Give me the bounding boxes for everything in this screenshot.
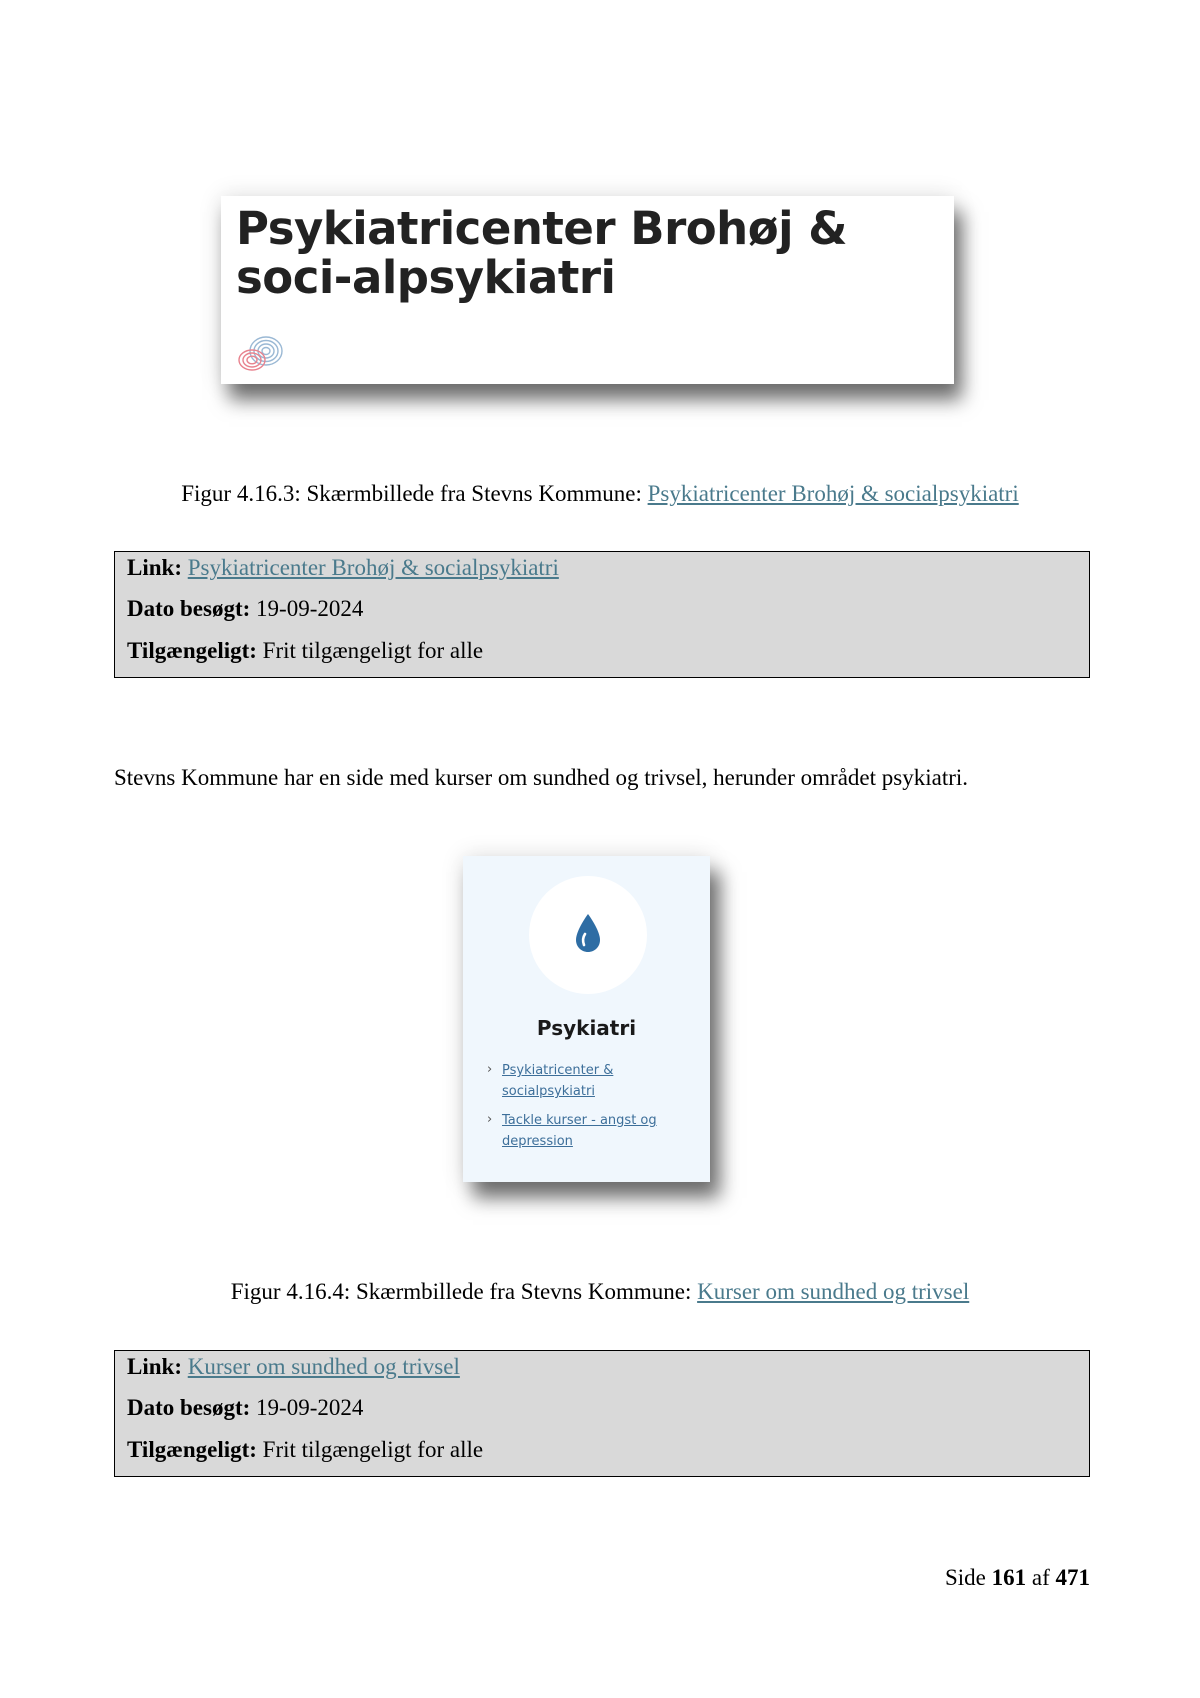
info2-date-value: 19-09-2024 [256, 1395, 364, 1420]
figure1-heading: Psykiatricenter Brohøj & soci-alpsykiatri [236, 202, 847, 304]
body-paragraph: Stevns Kommune har en side med kurser om sundhed og trivsel, herunder området psykiatri. [114, 765, 969, 790]
info-box-1 [114, 551, 1090, 678]
chevron-right-icon: › [487, 1062, 493, 1077]
swirl-logo-icon [235, 330, 287, 374]
card-link-item [487, 1110, 687, 1152]
footer-side-label: Side [944, 1565, 986, 1590]
figure-4-16-4-screenshot [463, 856, 710, 1182]
info2-link[interactable]: Kurser om sundhed og trivsel [187, 1354, 460, 1379]
info1-date-value: 19-09-2024 [256, 596, 364, 621]
icon-circle [529, 876, 647, 994]
info2-link-row [127, 1353, 460, 1381]
info2-access-label: Tilgængeligt: [127, 1437, 257, 1462]
figure-4-16-3-screenshot [221, 196, 954, 384]
info1-access-row [127, 637, 483, 665]
card-title: Psykiatri [536, 1016, 637, 1040]
info2-date-label: Dato besøgt: [127, 1395, 251, 1420]
caption2-link[interactable]: Kurser om sundhed og trivsel [697, 1279, 970, 1304]
chevron-right-icon: › [487, 1112, 493, 1127]
info2-access-row [127, 1436, 483, 1464]
footer-of-label: af [1031, 1565, 1050, 1590]
footer-total: 471 [1055, 1565, 1090, 1590]
footer-page: 161 [991, 1565, 1027, 1590]
caption2-prefix: Figur 4.16.4: Skærmbillede fra Stevns Kommune: [230, 1279, 698, 1304]
info1-date-row [127, 595, 363, 623]
info1-date-label: Dato besøgt: [127, 596, 251, 621]
info1-link-label: Link: [127, 555, 182, 580]
info1-link-row [127, 554, 559, 582]
info-box-2 [114, 1350, 1090, 1477]
figure-caption-2 [0, 1278, 1200, 1306]
figure-caption-1 [0, 480, 1200, 508]
card-link-tackle-kurser[interactable]: Tackle kurser - angst og depression [502, 1113, 657, 1149]
info1-access-label: Tilgængeligt: [127, 638, 257, 663]
card-link-item [487, 1060, 687, 1102]
caption1-prefix: Figur 4.16.3: Skærmbillede fra Stevns Kommune: [181, 481, 648, 506]
water-drop-icon [573, 912, 603, 954]
caption1-link[interactable]: Psykiatricenter Brohøj & socialpsykiatri [647, 481, 1019, 506]
info1-access-value: Frit tilgængeligt for alle [262, 638, 484, 663]
card-link-psykiatricenter[interactable]: Psykiatricenter & socialpsykiatri [502, 1063, 614, 1099]
info2-access-value: Frit tilgængeligt for alle [262, 1437, 484, 1462]
info1-link[interactable]: Psykiatricenter Brohøj & socialpsykiatri [187, 555, 559, 580]
info2-link-label: Link: [127, 1354, 182, 1379]
page-number [945, 1564, 1090, 1592]
info2-date-row [127, 1394, 363, 1422]
